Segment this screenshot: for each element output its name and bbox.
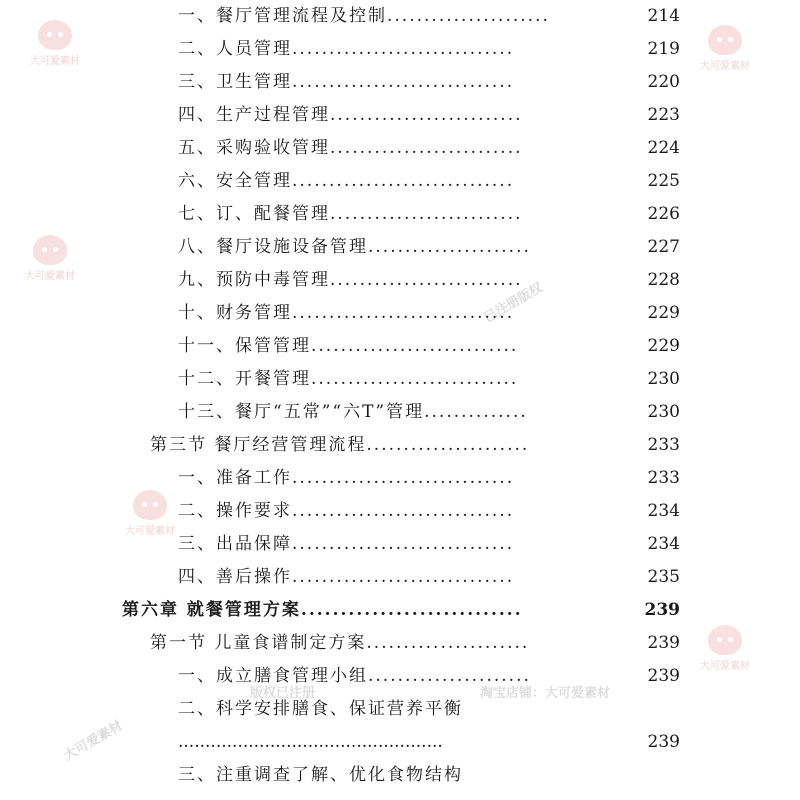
toc-entry-title: 十二、开餐管理	[178, 369, 311, 389]
toc-leader-dots: ............................	[311, 336, 519, 356]
toc-entry	[178, 232, 680, 262]
toc-entry-title: 二、科学安排膳食、保证营养平衡	[178, 699, 463, 719]
mascot-icon	[33, 235, 67, 265]
toc-entry-title: 四、生产过程管理	[178, 105, 330, 125]
toc-entry-title: 十一、保管管理	[178, 336, 311, 356]
toc-page-number: 214	[647, 6, 680, 26]
toc-leader-dots: ......................	[366, 435, 530, 455]
watermark-logo	[30, 20, 80, 67]
toc-entry	[178, 298, 680, 328]
toc-leader-dots: ............................	[311, 369, 519, 389]
watermark-brand: 大可爱素材	[700, 661, 750, 672]
toc-page-number: 228	[647, 270, 680, 290]
toc-entry-title: 七、订、配餐管理	[178, 204, 330, 224]
watermark-brand: 大可爱素材	[125, 526, 175, 537]
toc-leader-dots: ..............................	[292, 567, 515, 587]
toc-entry	[178, 661, 680, 691]
toc-leader-dots: ..............................	[292, 72, 515, 92]
toc-page-number: 229	[647, 303, 680, 323]
toc-page-number: 225	[647, 171, 680, 191]
toc-leader-dots: ..........................	[330, 270, 523, 290]
toc-leader-dots: ..............................	[292, 468, 515, 488]
toc-leader-dots: ..............................	[292, 171, 515, 191]
toc-page-number: 227	[647, 237, 680, 257]
toc-page-number: 234	[647, 501, 680, 521]
toc-page-number: 239	[647, 732, 680, 752]
toc-page-number: 239	[647, 666, 680, 686]
toc-entry-title: 五、采购验收管理	[178, 138, 330, 158]
watermark-brand: 大可爱素材	[25, 271, 75, 282]
toc-page-number: 233	[647, 435, 680, 455]
toc-entry	[178, 463, 680, 493]
toc-entry	[178, 760, 680, 790]
toc-page-number: 223	[647, 105, 680, 125]
toc-entry-title: 八、餐厅设施设备管理	[178, 237, 368, 257]
toc-leader-dots: ..............................	[292, 303, 515, 323]
toc-leader-dots: ......................	[368, 666, 531, 686]
toc-leader-dots: ..............................	[292, 39, 515, 59]
watermark-registered: 已注册版权	[481, 280, 546, 326]
toc-page-number: 229	[647, 336, 680, 356]
toc-leader-dots: .................................................	[178, 732, 443, 752]
toc-entry-title: 四、善后操作	[178, 567, 292, 587]
watermark-logo	[125, 490, 175, 537]
toc-page-number: 230	[647, 402, 680, 422]
toc-page-number: 233	[647, 468, 680, 488]
toc-entry	[178, 199, 680, 229]
toc-entry-title: 二、人员管理	[178, 39, 292, 59]
toc-section-entry	[150, 628, 680, 658]
toc-entry	[178, 496, 680, 526]
toc-entry-title: 三、注重调查了解、优化食物结构	[178, 765, 463, 785]
toc-entry-title: 一、成立膳食管理小组	[178, 666, 368, 686]
mascot-icon	[708, 625, 742, 655]
toc-section-entry	[150, 430, 680, 460]
watermark-logo	[700, 25, 750, 72]
toc-leader-dots: ......................	[387, 6, 550, 26]
mascot-icon	[133, 490, 167, 520]
toc-entry	[178, 364, 680, 394]
watermark-logo	[700, 625, 750, 672]
toc-entry-title: 三、出品保障	[178, 534, 292, 554]
watermark-shop: 淘宝店铺：大可爱素材	[480, 686, 611, 701]
toc-page-number: 234	[647, 534, 680, 554]
toc-page-number: 226	[647, 204, 680, 224]
toc-entry-title: 六、安全管理	[178, 171, 292, 191]
toc-entry-title: 三、卫生管理	[178, 72, 292, 92]
toc-entry-title: 九、预防中毒管理	[178, 270, 330, 290]
toc-leader-dots: ..............................	[292, 501, 515, 521]
toc-leader-dots: ......................	[366, 633, 530, 653]
watermark-brand: 大可爱素材	[700, 61, 750, 72]
watermark-registered: 版权已注册	[250, 686, 316, 701]
toc-page-number: 224	[647, 138, 680, 158]
toc-page-number: 239	[647, 633, 680, 653]
toc-leader-dots: ..............................	[292, 534, 515, 554]
toc-entry-title: 第六章 就餐管理方案	[122, 600, 301, 620]
toc-entry-title: 第三节 餐厅经营管理流程	[150, 435, 367, 455]
toc-page-number: 220	[647, 72, 680, 92]
mascot-icon	[38, 20, 72, 50]
toc-leader-dots: ..........................	[330, 204, 523, 224]
toc-entry-title: 一、餐厅管理流程及控制	[178, 6, 387, 26]
toc-page-number: 219	[647, 39, 680, 59]
toc-entry	[178, 1, 680, 31]
toc-leader-dots: ......................	[368, 237, 531, 257]
toc-leader-dots: ............................	[300, 600, 523, 620]
toc-page-number: 235	[647, 567, 680, 587]
toc-leader-dots: ..........................	[330, 105, 523, 125]
toc-entry-title: 第一节 儿童食谱制定方案	[150, 633, 367, 653]
toc-entry-title: 十三、餐厅“五常”“六T”管理	[178, 402, 425, 422]
toc-leader-dots: ..........................	[330, 138, 523, 158]
toc-entry	[178, 331, 680, 361]
toc-entry	[178, 529, 680, 559]
mascot-icon	[708, 25, 742, 55]
toc-leader-dots: ..............	[424, 402, 528, 422]
toc-entry	[178, 397, 680, 427]
toc-entry-title: 二、操作要求	[178, 501, 292, 521]
toc-page-number: 239	[644, 600, 680, 620]
toc-entry	[178, 265, 680, 295]
toc-entry-title: 十、财务管理	[178, 303, 292, 323]
toc-entry	[178, 34, 680, 64]
watermark-brand-text: 大可爱素材	[61, 718, 126, 764]
toc-entry-title: 一、准备工作	[178, 468, 292, 488]
toc-entry	[178, 166, 680, 196]
watermark-logo	[25, 235, 75, 282]
watermark-brand: 大可爱素材	[30, 56, 80, 67]
toc-entry-continuation	[178, 727, 680, 757]
toc-entry	[178, 562, 680, 592]
toc-chapter-entry	[122, 595, 680, 625]
toc-page-number: 230	[647, 369, 680, 389]
toc-entry	[178, 694, 680, 724]
toc-entry	[178, 100, 680, 130]
toc-entry	[178, 133, 680, 163]
toc-entry	[178, 67, 680, 97]
